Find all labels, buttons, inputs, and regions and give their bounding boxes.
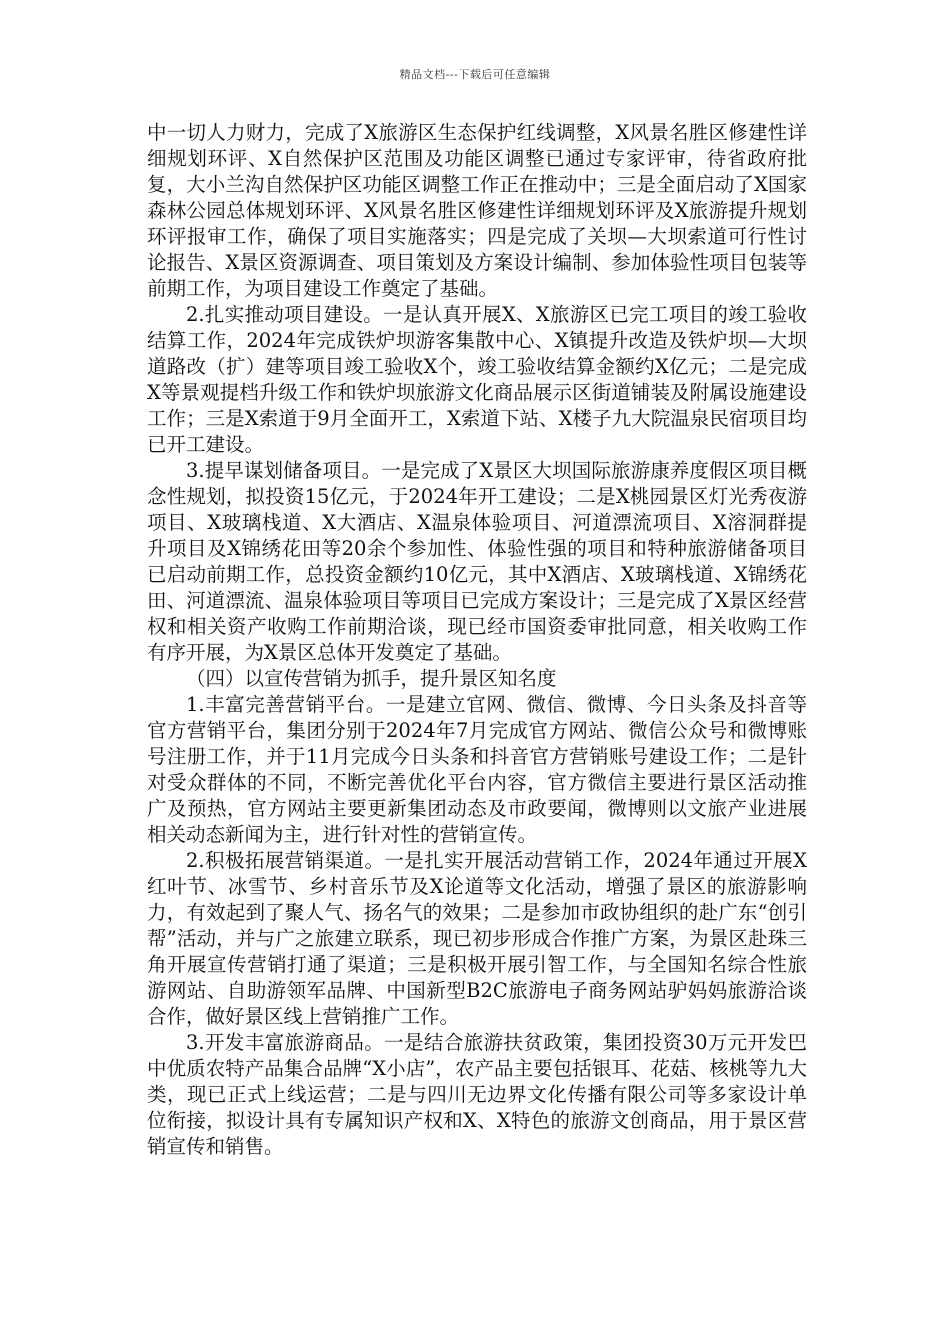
paragraph-marketing-platform: 1.丰富完善营销平台。一是建立官网、微信、微博、今日头条及抖音等官方营销平台，集团分别于2024年7月完成官方网站、微信公众号和微博账号注册工作，并于11月完成今日头条和抖音官方营销账号建设工作；二是针对受众群体的不同，不断完善优化平台内容，官方微信主要进行景区活动推广及预热，官方网站主要更新集团动态及市政要闻，微博则以文旅产业进展相关动态新闻为主，进行针对性的营销宣传。 — [147, 693, 807, 846]
page-header: 精品文档---下载后可任意编辑 — [399, 68, 551, 81]
paragraph-reserve-projects: 3.提早谋划储备项目。一是完成了X景区大坝国际旅游康养度假区项目概念性规划，拟投资15亿元，于2024年开工建设；二是X桃园景区灯光秀夜游项目、X玻璃栈道、X大酒店、X温泉体验项目、河道漂流项目、X溶洞群提升项目及X锦绣花田等20余个参加性、体验性强的项目和特种旅游储备项目已启动前期工作，总投资金额约10亿元，其中X酒店、X玻璃栈道、X锦绣花田、河道漂流、温泉体验项目等项目已完成方案设计；三是完成了X景区经营权和相关资产收购工作前期洽谈，现已经市国资委审批同意，相关收购工作有序开展，为X景区总体开发奠定了基础。 — [147, 459, 807, 664]
document-body — [147, 120, 807, 1160]
paragraph-tourism-products: 3.开发丰富旅游商品。一是结合旅游扶贫政策，集团投资30万元开发巴中优质农特产品集合品牌“X小店”，农产品主要包括银耳、花菇、核桃等九大类，现已正式上线运营；二是与四川无边界文化传播有限公司等多家设计单位衔接，拟设计具有专属知识产权和X、X特色的旅游文创商品，用于景区营销宣传和销售。 — [147, 1031, 807, 1158]
paragraph-project-construction: 2.扎实推动项目建设。一是认真开展X、X旅游区已完工项目的竣工验收结算工作，2024年完成铁炉坝游客集散中心、X镇提升改造及铁炉坝—大坝道路改（扩）建等项目竣工验收X个，竣工验收结算金额约X亿元；二是完成X等景观提档升级工作和铁炉坝旅游文化商品展示区街道铺装及附属设施建设工作；三是X索道于9月全面开工，X索道下站、X楼子九大院温泉民宿项目均已开工建设。 — [147, 303, 807, 456]
paragraph-continuation: 中一切人力财力，完成了X旅游区生态保护红线调整，X风景名胜区修建性详细规划环评、X自然保护区范围及功能区调整已通过专家评审，待省政府批复，大小兰沟自然保护区功能区调整工作正在推动中；三是全面启动了X国家森林公园总体规划环评、X风景名胜区修建性详细规划环评及X旅游提升规划环评报审工作，确保了项目实施落实；四是完成了关坝—大坝索道可行性讨论报告、X景区资源调查、项目策划及方案设计编制、参加体验性项目包装等前期工作，为项目建设工作奠定了基础。 — [147, 121, 807, 300]
paragraph-marketing-channels: 2.积极拓展营销渠道。一是扎实开展活动营销工作，2024年通过开展X红叶节、冰雪节、乡村音乐节及X论道等文化活动，增强了景区的旅游影响力，有效起到了聚人气、扬名气的效果；二是参加市政协组织的赴广东“创引帮”活动，并与广之旅建立联系，现已初步形成合作推广方案，为景区赴珠三角开展宣传营销打通了渠道；三是积极开展引智工作，与全国知名综合性旅游网站、自助游领军品牌、中国新型B2C旅游电子商务网站驴妈妈旅游洽谈合作，做好景区线上营销推广工作。 — [147, 849, 807, 1028]
section-heading-marketing: （四）以宣传营销为抓手，提升景区知名度 — [186, 667, 557, 690]
